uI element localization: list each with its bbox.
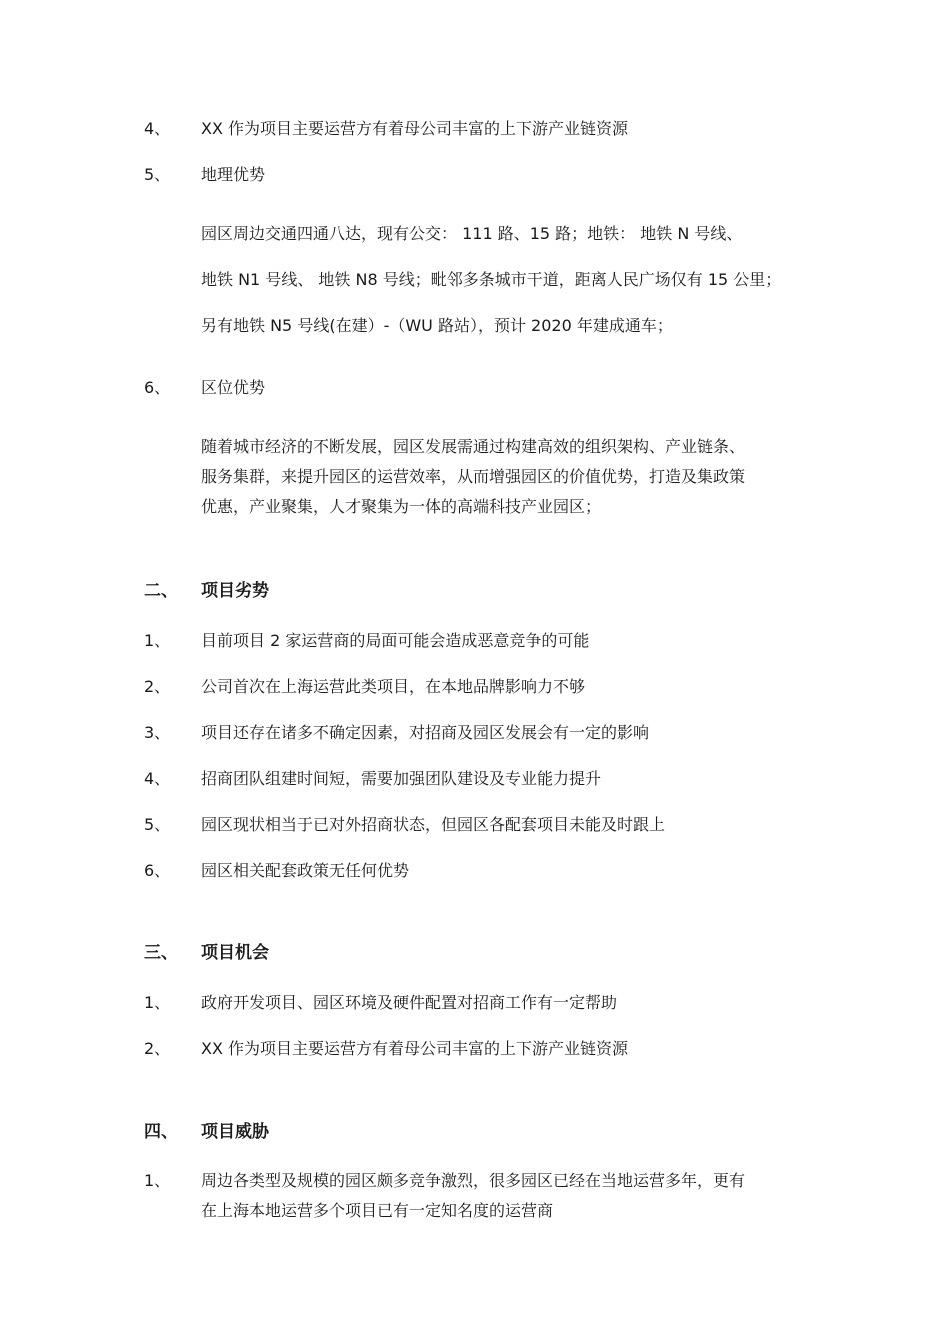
paragraph-line: 地铁 N1 号线、 地铁 N8 号线；毗邻多条城市干道，距离人民广场仅有 15 公里； <box>201 270 782 289</box>
item-number: 6、 <box>144 378 171 397</box>
item-number: 5、 <box>144 815 171 834</box>
item-number: 1、 <box>144 993 171 1012</box>
item-text: 目前项目 2 家运营商的局面可能会造成恶意竞争的可能 <box>201 631 590 650</box>
item-text: 招商团队组建时间短，需要加强团队建设及专业能力提升 <box>201 769 602 788</box>
heading-title: 项目机会 <box>201 943 269 963</box>
heading-number: 四、 <box>144 1122 178 1142</box>
item-text: 政府开发项目、园区环境及硬件配置对招商工作有一定帮助 <box>201 993 618 1012</box>
item-number: 6、 <box>144 861 171 880</box>
heading-number: 三、 <box>144 943 178 963</box>
item-text: 公司首次在上海运营此类项目，在本地品牌影响力不够 <box>201 677 586 696</box>
item-number: 1、 <box>144 1171 171 1190</box>
item-text: 园区现状相当于已对外招商状态，但园区各配套项目未能及时跟上 <box>201 815 666 834</box>
paragraph-line: 园区周边交通四通八达，现有公交： 111 路、15 路；地铁： 地铁 N 号线、 <box>201 224 743 243</box>
paragraph-line: 随着城市经济的不断发展，园区发展需通过构建高效的组织架构、产业链条、 <box>201 437 746 456</box>
item-number: 2、 <box>144 1039 171 1058</box>
paragraph-line: 另有地铁 N5 号线(在建）-（WU 路站），预计 2020 年建成通车； <box>201 316 673 335</box>
item-text: 周边各类型及规模的园区颇多竞争激烈，很多园区已经在当地运营多年，更有 <box>201 1171 746 1190</box>
item-number: 1、 <box>144 631 171 650</box>
item-number: 5、 <box>144 165 171 184</box>
heading-title: 项目劣势 <box>201 581 269 601</box>
heading-number: 二、 <box>144 581 178 601</box>
heading-title: 项目威胁 <box>201 1122 269 1142</box>
item-text: XX 作为项目主要运营方有着母公司丰富的上下游产业链资源 <box>201 1039 629 1058</box>
item-text: 区位优势 <box>201 378 266 397</box>
paragraph-line: 优惠，产业聚集，人才聚集为一体的高端科技产业园区； <box>201 497 602 516</box>
item-number: 4、 <box>144 119 171 138</box>
item-text: 项目还存在诸多不确定因素，对招商及园区发展会有一定的影响 <box>201 723 650 742</box>
paragraph-line: 服务集群，来提升园区的运营效率，从而增强园区的价值优势，打造及集政策 <box>201 467 746 486</box>
paragraph-line: 在上海本地运营多个项目已有一定知名度的运营商 <box>201 1201 554 1220</box>
item-number: 3、 <box>144 723 171 742</box>
item-text: XX 作为项目主要运营方有着母公司丰富的上下游产业链资源 <box>201 119 629 138</box>
item-number: 2、 <box>144 677 171 696</box>
item-text: 园区相关配套政策无任何优势 <box>201 861 410 880</box>
item-text: 地理优势 <box>201 165 266 184</box>
item-number: 4、 <box>144 769 171 788</box>
